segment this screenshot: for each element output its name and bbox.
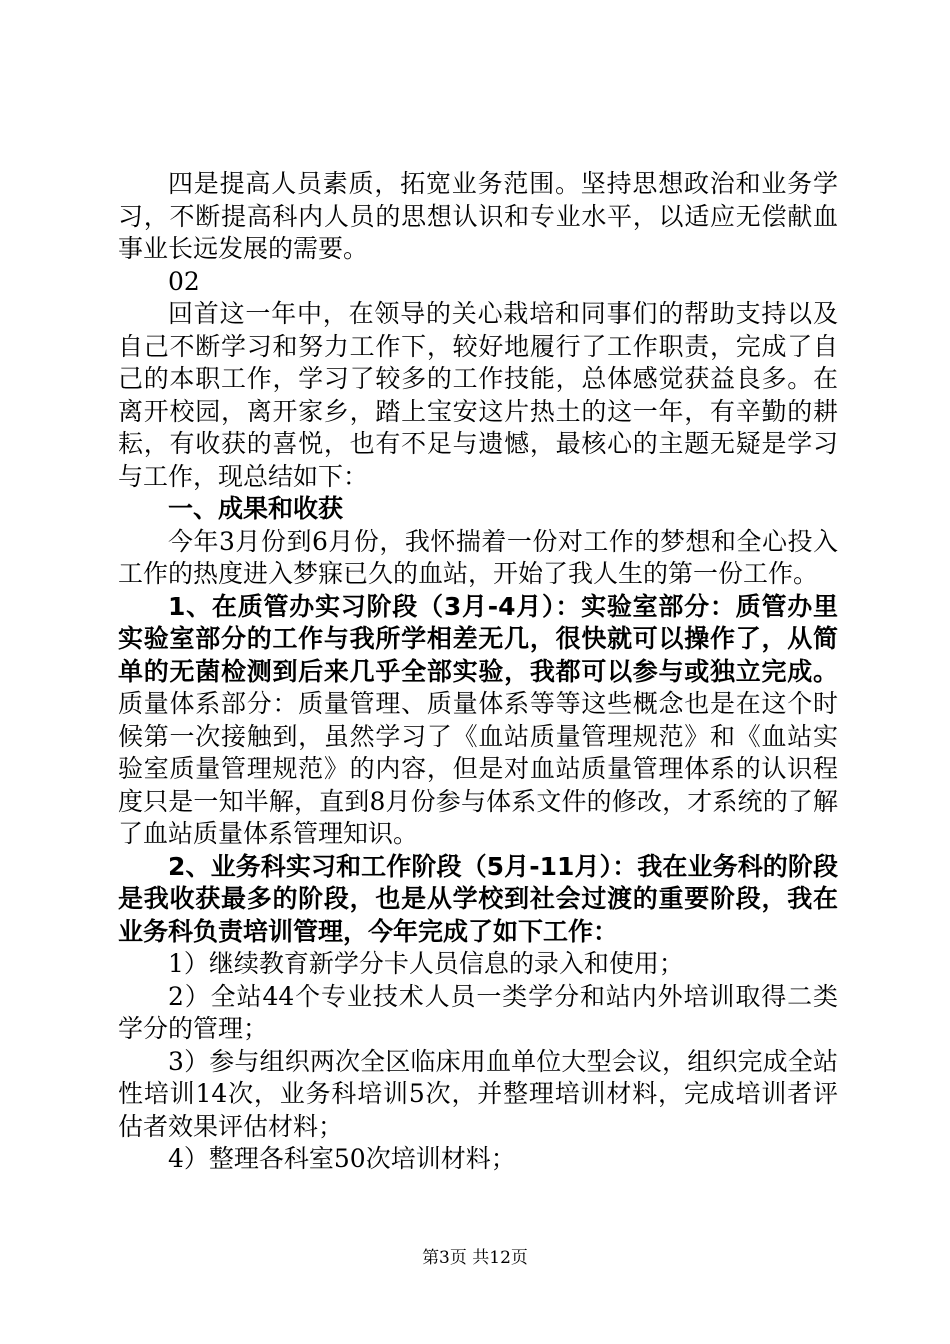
paragraph-5-bold: 1、在质管办实习阶段（3月-4月）：实验室部分：质管办里实验室部分的工作与我所学相差无几，很快就可以操作了，从简单的无菌检测到后来几乎全部实验，我都可以参与或独立完成。 <box>118 591 838 686</box>
paragraph-4: 今年3月份到6月份，我怀揣着一份对工作的梦想和全心投入工作的热度进入梦寐已久的血站，开始了我人生的第一份工作。 <box>118 526 838 588</box>
list-item-3: 3）参与组织两次全区临床用血单位大型会议，组织完成全站性培训14次，业务科培训5次，并整理培训材料，完成培训者评估者效果评估材料； <box>118 1046 838 1141</box>
list-item-2: 2）全站44个专业技术人员一类学分和站内外培训取得二类学分的管理； <box>118 981 838 1043</box>
paragraph-2: 02 <box>168 266 200 296</box>
page-footer: 第3页 共12页 <box>422 1248 528 1268</box>
paragraph-5-normal: 质量体系部分：质量管理、质量体系等等这些概念也是在这个时候第一次接触到，虽然学习了《血站质量管理规范》和《血站实验室质量管理规范》的内容，但是对血站质量管理体系的认识程度只是一知半解，直到8月份参与体系文件的修改，才系统的了解了血站质量体系管理知识。 <box>118 689 838 848</box>
paragraph-5 <box>118 591 838 851</box>
list-item-4: 4）整理各科室50次培训材料； <box>168 1144 516 1173</box>
section-heading-1: 一、成果和收获 <box>168 494 344 523</box>
section-heading-2: 2、业务科实习和工作阶段（5月-11月）：我在业务科的阶段是我收获最多的阶段，也是从学校到社会过渡的重要阶段，我在业务科负责培训管理，今年完成了如下工作： <box>118 851 838 946</box>
list-item-1: 1）继续教育新学分卡人员信息的录入和使用； <box>168 949 684 978</box>
paragraph-3: 回首这一年中，在领导的关心栽培和同事们的帮助支持以及自己不断学习和努力工作下，较好地履行了工作职责，完成了自己的本职工作，学习了较多的工作技能，总体感觉获益良多。在离开校园，离开家乡，踏上宝安这片热土的这一年，有辛勤的耕耘，有收获的喜悦，也有不足与遗憾，最核心的主题无疑是学习与工作，现总结如下： <box>118 299 838 491</box>
paragraph-1: 四是提高人员素质，拓宽业务范围。坚持思想政治和业务学习，不断提高科内人员的思想认识和专业水平，以适应无偿献血事业长远发展的需要。 <box>118 169 838 263</box>
document-body <box>118 168 838 1176</box>
